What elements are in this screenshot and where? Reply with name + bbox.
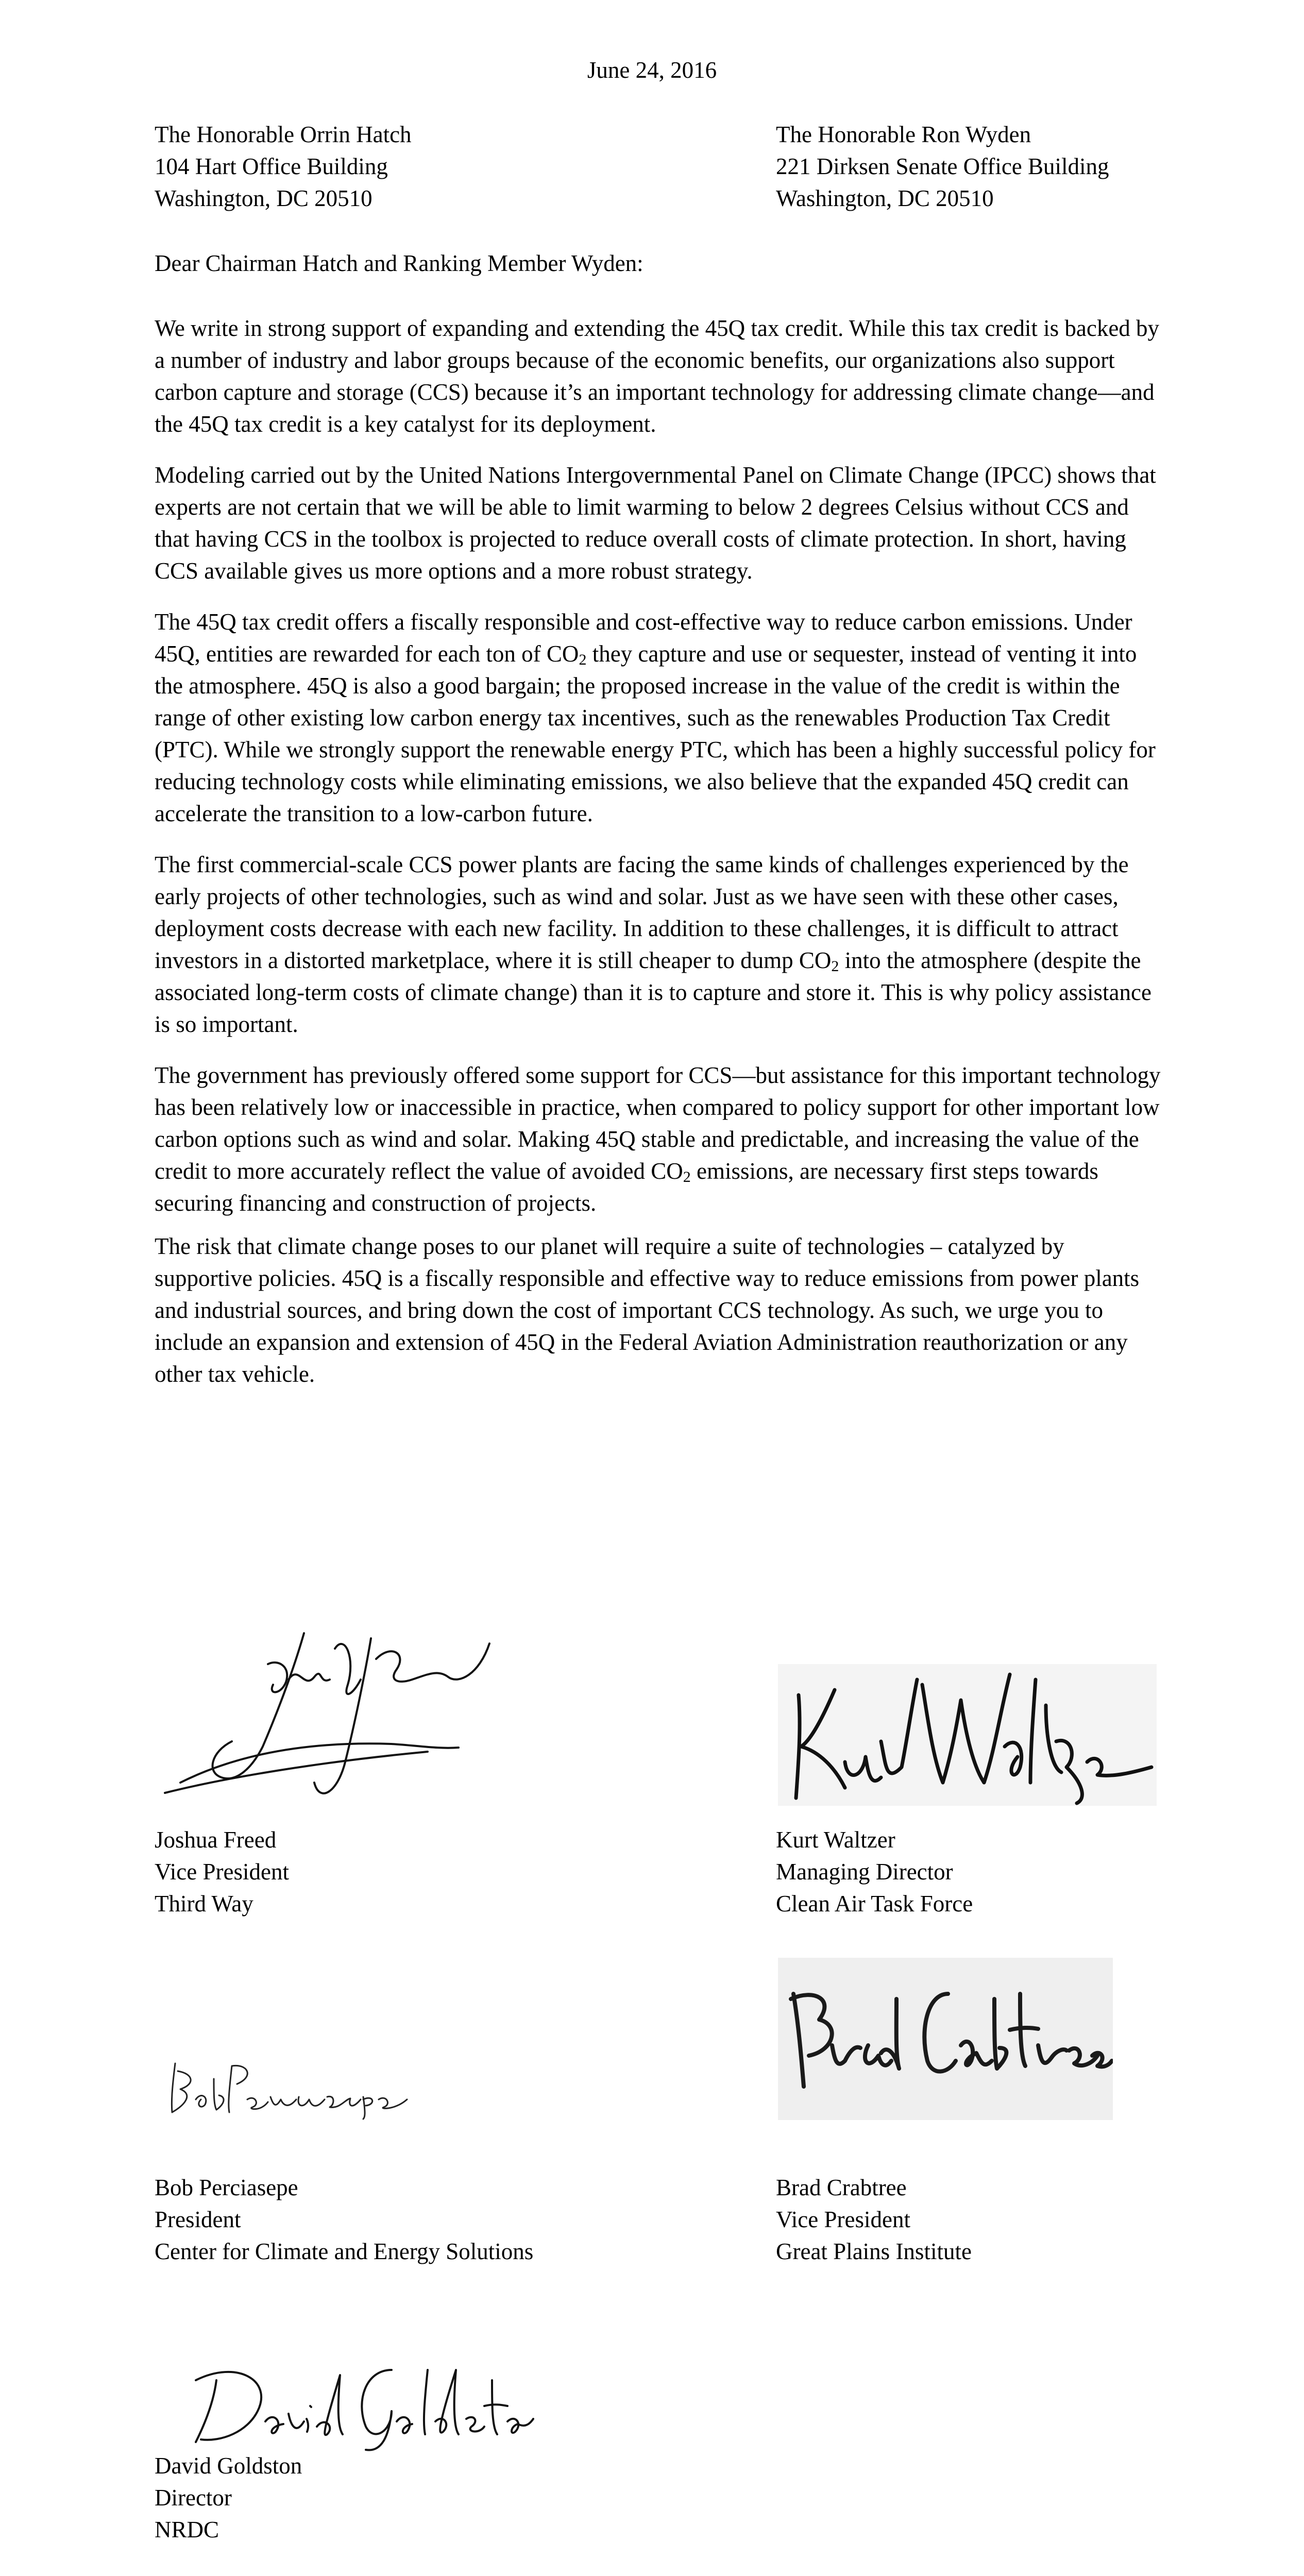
signature-bob-perciasepe	[165, 2048, 433, 2120]
paragraph-2: Modeling carried out by the United Nations Intergovernmental Panel on Climate Change (IPCC) shows that experts are not certain that we will be able to limit warming to below 2 degrees Celsius without CCS and that having CCS in the toolbox is projected to reduce overall costs of climate protection. In short, having CCS available gives us more options and a more robust strategy.	[155, 462, 1156, 584]
signer-title: Vice President	[155, 1859, 289, 1885]
signer-org: Third Way	[155, 1891, 253, 1917]
signature-kurt-waltzer	[778, 1664, 1157, 1806]
signer-name: Kurt Waltzer	[776, 1827, 895, 1853]
recipient-city-line: Washington, DC 20510	[155, 185, 372, 211]
signer-org: Great Plains Institute	[776, 2239, 972, 2264]
subscript-2: 2	[831, 958, 839, 975]
subscript-2: 2	[579, 651, 587, 668]
recipient-address-wyden	[776, 118, 1109, 214]
paragraph-5-part-a: The government has previously offered some support for CCS—but assistance for this important technology has been relatively low or inaccessible in practice, when compared to policy support for other important low carbon options such as wind and solar. Making 45Q stable and predictable, and increasing the value of the credit to more accurately reflect the value of avoided CO	[155, 1062, 1161, 1184]
signer-title: Managing Director	[776, 1859, 953, 1885]
signer-name: David Goldston	[155, 2453, 302, 2479]
signer-org: Center for Climate and Energy Solutions	[155, 2239, 534, 2264]
signer-name: Brad Crabtree	[776, 2175, 907, 2200]
recipient-address-line: 104 Hart Office Building	[155, 154, 388, 179]
letter-body	[155, 312, 1164, 1409]
signer-title: President	[155, 2207, 241, 2232]
paragraph-3-part-a: The 45Q tax credit offers a fiscally responsible and cost-effective way to reduce carbon emissions. Under 45Q, entities are rewarded for each ton of CO	[155, 609, 1132, 667]
signer-name: Joshua Freed	[155, 1827, 277, 1853]
recipient-city-line: Washington, DC 20510	[776, 185, 994, 211]
recipient-name: The Honorable Ron Wyden	[776, 122, 1031, 147]
paragraph-3	[155, 606, 1164, 829]
subscript-2: 2	[683, 1168, 691, 1185]
recipient-address-hatch	[155, 118, 412, 214]
paragraph-4-part-b: into the atmosphere (despite the associated long-term costs of climate change) than it is to capture and store it. This is why policy assistance is so important.	[155, 947, 1151, 1037]
paragraph-4	[155, 849, 1164, 1040]
signer-brad-crabtree	[776, 2172, 972, 2267]
signer-kurt-waltzer	[776, 1824, 973, 1920]
paragraph-5-part-b: emissions, are necessary first steps towards securing financing and construction of projects.	[155, 1158, 1098, 1216]
signer-org: Clean Air Task Force	[776, 1891, 973, 1917]
recipient-address-line: 221 Dirksen Senate Office Building	[776, 154, 1109, 179]
paragraph-1: We write in strong support of expanding and extending the 45Q tax credit. While this tax credit is backed by a number of industry and labor groups because of the economic benefits, our organizations also support carbon capture and storage (CCS) because it’s an important technology for addressing climate change—and the 45Q tax credit is a key catalyst for its deployment.	[155, 315, 1160, 437]
signer-joshua-freed	[155, 1824, 289, 1920]
paragraph-4-part-a: The first commercial-scale CCS power plants are facing the same kinds of challenges experienced by the early projects of other technologies, such as wind and solar. Just as we have seen with these other cases, deployment costs decrease with each new facility. In addition to these challenges, it is difficult to attract investors in a distorted marketplace, where it is still cheaper to dump CO	[155, 852, 1129, 973]
paragraph-5	[155, 1059, 1164, 1219]
signer-david-goldston	[155, 2450, 302, 2546]
recipient-name: The Honorable Orrin Hatch	[155, 122, 412, 147]
signature-brad-crabtree	[778, 1958, 1113, 2120]
signer-title: Director	[155, 2485, 232, 2511]
signer-org: NRDC	[155, 2517, 219, 2543]
letter-date: June 24, 2016	[587, 57, 717, 83]
signature-joshua-freed	[149, 1628, 500, 1819]
salutation: Dear Chairman Hatch and Ranking Member Wyden:	[155, 250, 643, 276]
signer-name: Bob Perciasepe	[155, 2175, 298, 2200]
signer-title: Vice President	[776, 2207, 910, 2232]
paragraph-3-part-b: they capture and use or sequester, instead of venting it into the atmosphere. 45Q is also a good bargain; the proposed increase in the value of the credit is within the range of other existing low carbon energy tax incentives, such as the renewables Production Tax Credit (PTC). While we strongly support the renewable energy PTC, which has been a highly successful policy for reducing technology costs while eliminating emissions, we also believe that the expanded 45Q credit can accelerate the transition to a low-carbon future.	[155, 641, 1156, 826]
paragraph-6: The risk that climate change poses to our planet will require a suite of technologies – catalyzed by supportive policies. 45Q is a fiscally responsible and effective way to reduce emissions from power plants and industrial sources, and bring down the cost of important CCS technology. As such, we urge you to include an expansion and extension of 45Q in the Federal Aviation Administration reauthorization or any other tax vehicle.	[155, 1233, 1140, 1387]
signature-david-goldston	[185, 2349, 536, 2452]
signer-bob-perciasepe	[155, 2172, 533, 2267]
